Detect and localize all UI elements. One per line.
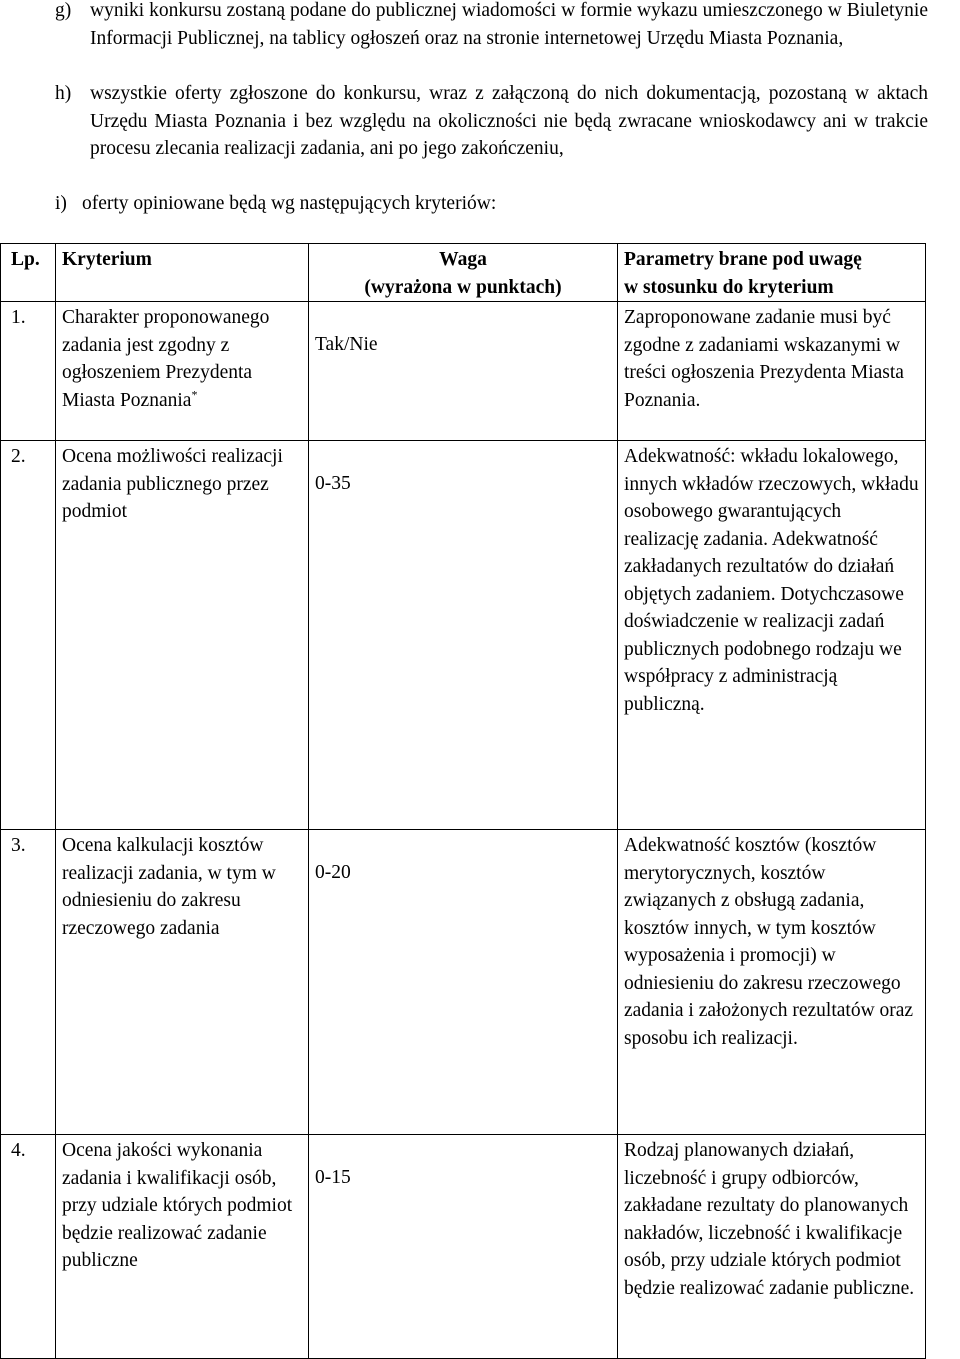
list-item-h [55, 80, 928, 163]
list-item-text: wyniki konkursu zostaną podane do publicznej wiadomości w formie wykazu umieszczonego w Biuletynie Informacji Publicznej, na tablicy ogłoszeń oraz na stronie internetowej Urzędu Miasta Poznania, [90, 0, 928, 49]
table-row [1, 1135, 926, 1359]
table-row [1, 441, 926, 830]
header-lp: Lp. [1, 244, 56, 302]
list-item-text: wszystkie oferty zgłoszone do konkursu, wraz z załączoną do nich dokumentacją, pozostaną w aktach Urzędu Miasta Poznania i bez względu na okoliczności nie będą zwracane wnioskodawcy ani w trakcie procesu zlecania realizacji zadania, ani po jego zakończeniu, [90, 83, 928, 159]
cell-parametry: Adekwatność kosztów (kosztów merytorycznych, kosztów związanych z obsługą zadania, kosztów innych, w tym kosztów wyposażenia i promocji) w odniesieniu do zakresu rzeczowego zadania i założonych rezultatów oraz sposobu ich realizacji. [618, 830, 926, 1135]
list-item-i [55, 190, 928, 218]
header-parametry: Parametry brane pod uwagę w stosunku do kryterium [618, 244, 926, 302]
cell-kryterium: Ocena jakości wykonania zadania i kwalifikacji osób, przy udziale których podmiot będzie realizować zadanie publiczne [56, 1135, 309, 1359]
cell-parametry: Rodzaj planowanych działań, liczebność i grupy odbiorców, zakładane rezultaty do planowanych nakładów, liczebność i kwalifikacje osób, przy udziale których podmiot będzie realizować zadanie publiczne. [618, 1135, 926, 1359]
cell-waga: 0-15 [309, 1135, 618, 1359]
list-marker: h) [55, 83, 72, 104]
list-marker: g) [55, 0, 72, 21]
cell-kryterium: Ocena możliwości realizacji zadania publicznego przez podmiot [56, 441, 309, 830]
header-waga: Waga (wyrażona w punktach) [309, 244, 618, 302]
cell-lp: 2. [1, 441, 56, 830]
cell-waga: 0-20 [309, 830, 618, 1135]
cell-parametry: Zaproponowane zadanie musi być zgodne z zadaniami wskazanymi w treści ogłoszenia Prezydenta Miasta Poznania. [618, 302, 926, 441]
list-marker: i) [55, 193, 67, 214]
cell-waga: Tak/Nie [309, 302, 618, 441]
cell-kryterium: Ocena kalkulacji kosztów realizacji zadania, w tym w odniesieniu do zakresu rzeczowego zadania [56, 830, 309, 1135]
list-item-g [55, 0, 928, 52]
cell-kryterium: Charakter proponowanego zadania jest zgodny z ogłoszeniem Prezydenta Miasta Poznania* [56, 302, 309, 441]
criteria-table [0, 243, 926, 1359]
table-row [1, 830, 926, 1135]
cell-waga: 0-35 [309, 441, 618, 830]
cell-lp: 3. [1, 830, 56, 1135]
header-kryterium: Kryterium [56, 244, 309, 302]
cell-parametry: Adekwatność: wkładu lokalowego, innych wkładów rzeczowych, wkładu osobowego gwarantujących realizację zadania. Adekwatność zakładanych rezultatów do działań objętych zadaniem. Dotychczasowe doświadczenie w realizacji zadań publicznych podobnego rodzaju we współpracy z administracją publiczną. [618, 441, 926, 830]
footnote-mark: * [191, 387, 198, 401]
table-header-row [1, 244, 926, 302]
cell-lp: 4. [1, 1135, 56, 1359]
list-item-text: oferty opiniowane będą wg następujących kryteriów: [82, 193, 497, 214]
table-row [1, 302, 926, 441]
cell-lp: 1. [1, 302, 56, 441]
